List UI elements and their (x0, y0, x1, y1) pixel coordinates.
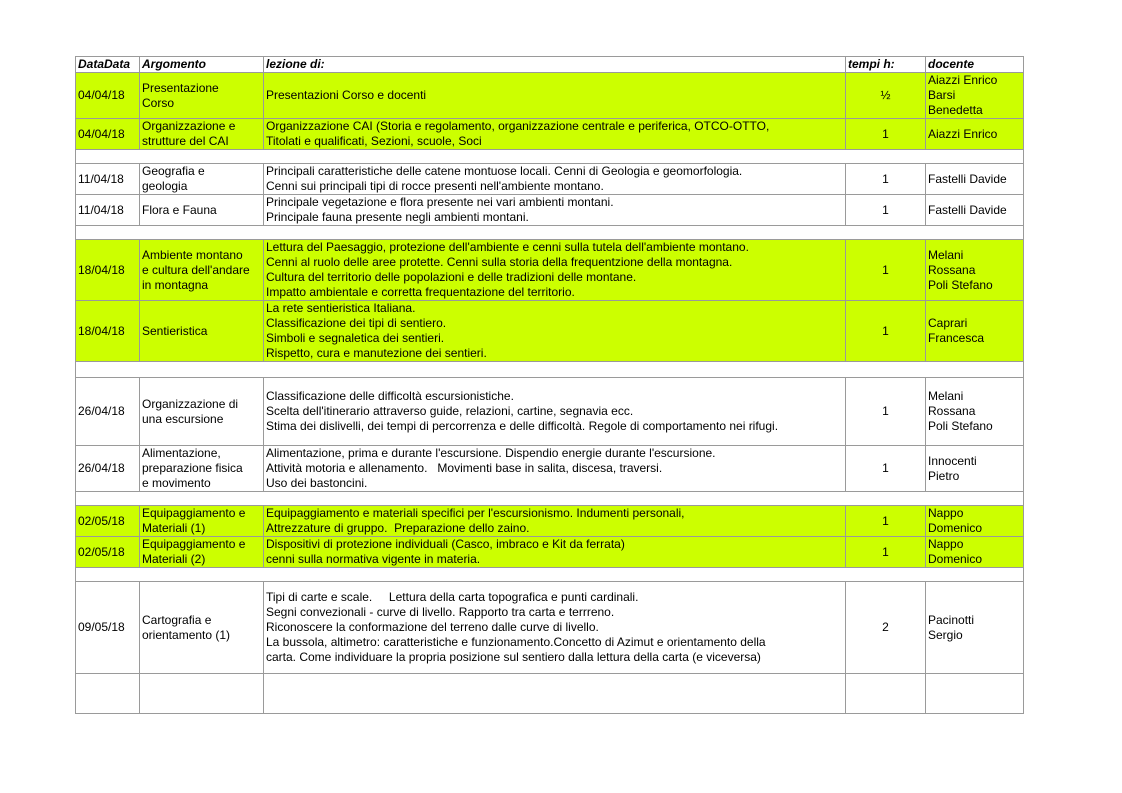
header-date: DataData (76, 57, 140, 73)
argomento-line: Sentieristica (142, 323, 208, 338)
tempi-cell: 1 (846, 195, 926, 226)
argomento-cell (140, 537, 264, 568)
argomento-line: e cultura dell'andare (142, 262, 250, 277)
argomento-cell (140, 506, 264, 537)
argomento-line: preparazione fisica (142, 461, 243, 475)
lezione-cell (264, 446, 846, 492)
lezione-cell (264, 164, 846, 195)
table-row (76, 73, 1024, 119)
argomento-line: Geografia e (142, 164, 205, 178)
lezione-line: La bussola, altimetro: caratteristiche e funzionamento.Concetto di Azimut e orientamento della (266, 635, 766, 649)
docente-cell (926, 195, 1024, 226)
docente-line: Poli Stefano (928, 419, 993, 433)
docente-line: Rossana (928, 404, 976, 418)
lezione-line: Principale fauna presente negli ambienti montani. (266, 210, 529, 224)
docente-line: Poli Stefano (928, 277, 993, 292)
header-docente: docente (926, 57, 1024, 73)
date-cell: 26/04/18 (76, 446, 140, 492)
argomento-line: Equipaggiamento e (142, 506, 246, 520)
tempi-cell: 1 (846, 164, 926, 195)
argomento-cell (140, 378, 264, 446)
docente-cell (926, 301, 1024, 362)
argomento-line: geologia (142, 179, 188, 193)
argomento-line: orientamento (1) (142, 627, 231, 642)
docente-line: Nappo (928, 537, 964, 551)
lezione-line: Segni convezionali - curve di livello. Rapporto tra carta e terrreno. (266, 605, 615, 619)
argomento-line: Equipaggiamento e (142, 537, 246, 551)
argomento-cell (140, 582, 264, 674)
table-row (76, 119, 1024, 150)
header-argomento: Argomento (140, 57, 264, 73)
lezione-line: Lettura del Paesaggio, protezione dell'ambiente e cenni sulla tutela dell'ambiente montano. (266, 240, 749, 254)
tempi-cell: ½ (846, 73, 926, 119)
docente-line: Fastelli Davide (928, 171, 1007, 186)
argomento-line: una escursione (142, 411, 224, 426)
spacer-cell (76, 226, 1024, 240)
docente-line: Pacinotti (928, 612, 975, 627)
lezione-cell (264, 73, 846, 119)
spacer-row (76, 362, 1024, 378)
lezione-cell (264, 582, 846, 674)
table-row (76, 537, 1024, 568)
argomento-cell (140, 301, 264, 362)
spacer-row (76, 226, 1024, 240)
lesson-schedule-table (75, 56, 1024, 714)
spacer-cell (76, 150, 1024, 164)
empty-row (76, 674, 1024, 714)
table-row (76, 582, 1024, 674)
argomento-line: Alimentazione, (142, 446, 221, 460)
tempi-cell: 1 (846, 240, 926, 301)
lezione-line: Classificazione delle difficoltà escursionistiche. (266, 389, 514, 403)
docente-line: Sergio (928, 627, 963, 642)
lezione-line: Rispetto, cura e manutezione dei sentieri. (266, 346, 487, 360)
argomento-cell (140, 674, 264, 714)
lezione-line: Attrezzature di gruppo. Preparazione dello zaino. (266, 521, 530, 535)
lezione-line: Titolati e qualificati, Sezioni, scuole, Soci (266, 134, 482, 148)
docente-cell (926, 378, 1024, 446)
date-cell: 18/04/18 (76, 301, 140, 362)
spacer-row (76, 568, 1024, 582)
docente-line: Rossana (928, 262, 976, 277)
lezione-line: Riconoscere la conformazione del terreno dalle curve di livello. (266, 620, 599, 634)
argomento-line: Ambiente montano (142, 247, 243, 262)
docente-cell (926, 446, 1024, 492)
lezione-line: Scelta dell'itinerario attraverso guide, relazioni, cartine, segnavia ecc. (266, 404, 634, 418)
date-cell: 26/04/18 (76, 378, 140, 446)
table-row (76, 446, 1024, 492)
lezione-line: Cenni sui principali tipi di rocce presenti nell'ambiente montano. (266, 179, 604, 193)
lezione-line: Principali caratteristiche delle catene montuose locali. Cenni di Geologia e geomorfologia. (266, 164, 743, 178)
docente-cell (926, 164, 1024, 195)
date-cell: 11/04/18 (76, 195, 140, 226)
lezione-line: Equipaggiamento e materiali specifici per l'escursionismo. Indumenti personali, (266, 506, 685, 520)
header-row (76, 57, 1024, 73)
docente-line: Domenico (928, 552, 983, 566)
date-cell: 04/04/18 (76, 73, 140, 119)
argomento-line: Materiali (2) (142, 552, 206, 566)
lezione-cell (264, 119, 846, 150)
lezione-line: Classificazione dei tipi di sentiero. (266, 316, 447, 330)
spacer-cell (76, 492, 1024, 506)
docente-cell (926, 582, 1024, 674)
header-tempi: tempi h: (846, 57, 926, 73)
docente-line: Melani (928, 389, 964, 403)
docente-line: Pietro (928, 468, 960, 483)
argomento-line: in montagna (142, 277, 209, 292)
spacer-row (76, 150, 1024, 164)
argomento-cell (140, 446, 264, 492)
tempi-cell (846, 674, 926, 714)
table-row (76, 378, 1024, 446)
argomento-line: e movimento (142, 476, 211, 490)
header-lezione: lezione di: (264, 57, 846, 73)
docente-cell (926, 537, 1024, 568)
docente-line: Barsi (928, 88, 956, 102)
lezione-line: Principale vegetazione e flora presente nei vari ambienti montani. (266, 195, 614, 209)
argomento-line: strutture del CAI (142, 134, 229, 148)
argomento-line: Presentazione (142, 80, 219, 95)
argomento-cell (140, 195, 264, 226)
argomento-line: Flora e Fauna (142, 202, 217, 217)
date-cell: 18/04/18 (76, 240, 140, 301)
lezione-cell (264, 301, 846, 362)
spacer-row (76, 492, 1024, 506)
lezione-cell (264, 537, 846, 568)
lezione-line: Attività motoria e allenamento. Movimenti base in salita, discesa, traversi. (266, 461, 663, 475)
docente-line: Caprari (928, 316, 968, 330)
lezione-line: Tipi di carte e scale. Lettura della carta topografica e punti cardinali. (266, 590, 639, 604)
date-cell: 11/04/18 (76, 164, 140, 195)
lezione-cell (264, 674, 846, 714)
docente-line: Domenico (928, 521, 983, 535)
date-cell: 02/05/18 (76, 537, 140, 568)
docente-line: Nappo (928, 506, 964, 520)
docente-line: Fastelli Davide (928, 202, 1007, 217)
argomento-cell (140, 240, 264, 301)
date-cell: 09/05/18 (76, 582, 140, 674)
argomento-cell (140, 73, 264, 119)
argomento-line: Organizzazione di (142, 396, 239, 411)
tempi-cell: 1 (846, 301, 926, 362)
table-row (76, 164, 1024, 195)
lezione-cell (264, 240, 846, 301)
lezione-line: Simboli e segnaletica dei sentieri. (266, 331, 445, 345)
tempi-cell: 1 (846, 378, 926, 446)
schedule-body (76, 73, 1024, 714)
tempi-cell: 1 (846, 537, 926, 568)
spacer-cell (76, 362, 1024, 378)
argomento-cell (140, 164, 264, 195)
date-cell (76, 674, 140, 714)
docente-line: Francesca (928, 331, 985, 345)
argomento-line: Cartografia e (142, 612, 212, 627)
lezione-line: Presentazioni Corso e docenti (266, 88, 427, 102)
docente-line: Innocenti (928, 453, 977, 468)
table-row (76, 301, 1024, 362)
tempi-cell: 1 (846, 119, 926, 150)
tempi-cell: 1 (846, 506, 926, 537)
lezione-line: Cultura del territorio delle popolazioni e delle tradizioni delle montane. (266, 270, 637, 284)
docente-cell (926, 119, 1024, 150)
tempi-cell: 1 (846, 446, 926, 492)
lezione-line: cenni sulla normativa vigente in materia. (266, 552, 481, 566)
argomento-line: Organizzazione e (142, 119, 236, 133)
lezione-line: Stima dei dislivelli, dei tempi di percorrenza e delle difficoltà. Regole di comportamento nei rifugi. (266, 419, 779, 433)
lezione-line: Impatto ambientale e corretta frequentazione del territorio. (266, 285, 575, 299)
lezione-line: carta. Come individuare la propria posizione sul sentiero dalla lettura della carta (e viceversa) (266, 650, 761, 664)
table-row (76, 195, 1024, 226)
tempi-cell: 2 (846, 582, 926, 674)
docente-line: Aiazzi Enrico (928, 73, 998, 87)
lezione-line: Dispositivi di protezione individuali (Casco, imbraco e Kit da ferrata) (266, 537, 625, 551)
lezione-line: Alimentazione, prima e durante l'escursione. Dispendio energie durante l'escursione. (266, 446, 716, 460)
spacer-cell (76, 568, 1024, 582)
lezione-line: La rete sentieristica Italiana. (266, 301, 416, 315)
lezione-line: Uso dei bastoncini. (266, 476, 368, 490)
docente-line: Aiazzi Enrico (928, 126, 998, 141)
lezione-cell (264, 378, 846, 446)
docente-cell (926, 674, 1024, 714)
table-row (76, 506, 1024, 537)
argomento-line: Materiali (1) (142, 521, 206, 535)
docente-cell (926, 506, 1024, 537)
date-cell: 04/04/18 (76, 119, 140, 150)
docente-line: Benedetta (928, 103, 983, 117)
argomento-line: Corso (142, 95, 175, 110)
docente-cell (926, 73, 1024, 119)
date-cell: 02/05/18 (76, 506, 140, 537)
docente-cell (926, 240, 1024, 301)
lezione-cell (264, 506, 846, 537)
docente-line: Melani (928, 247, 964, 262)
table-row (76, 240, 1024, 301)
lezione-cell (264, 195, 846, 226)
argomento-cell (140, 119, 264, 150)
lezione-line: Cenni al ruolo delle aree protette. Cenni sulla storia della frequentzione della montagna. (266, 255, 733, 269)
lezione-line: Organizzazione CAI (Storia e regolamento, organizzazione centrale e periferica, OTCO-OTTO, (266, 119, 770, 133)
